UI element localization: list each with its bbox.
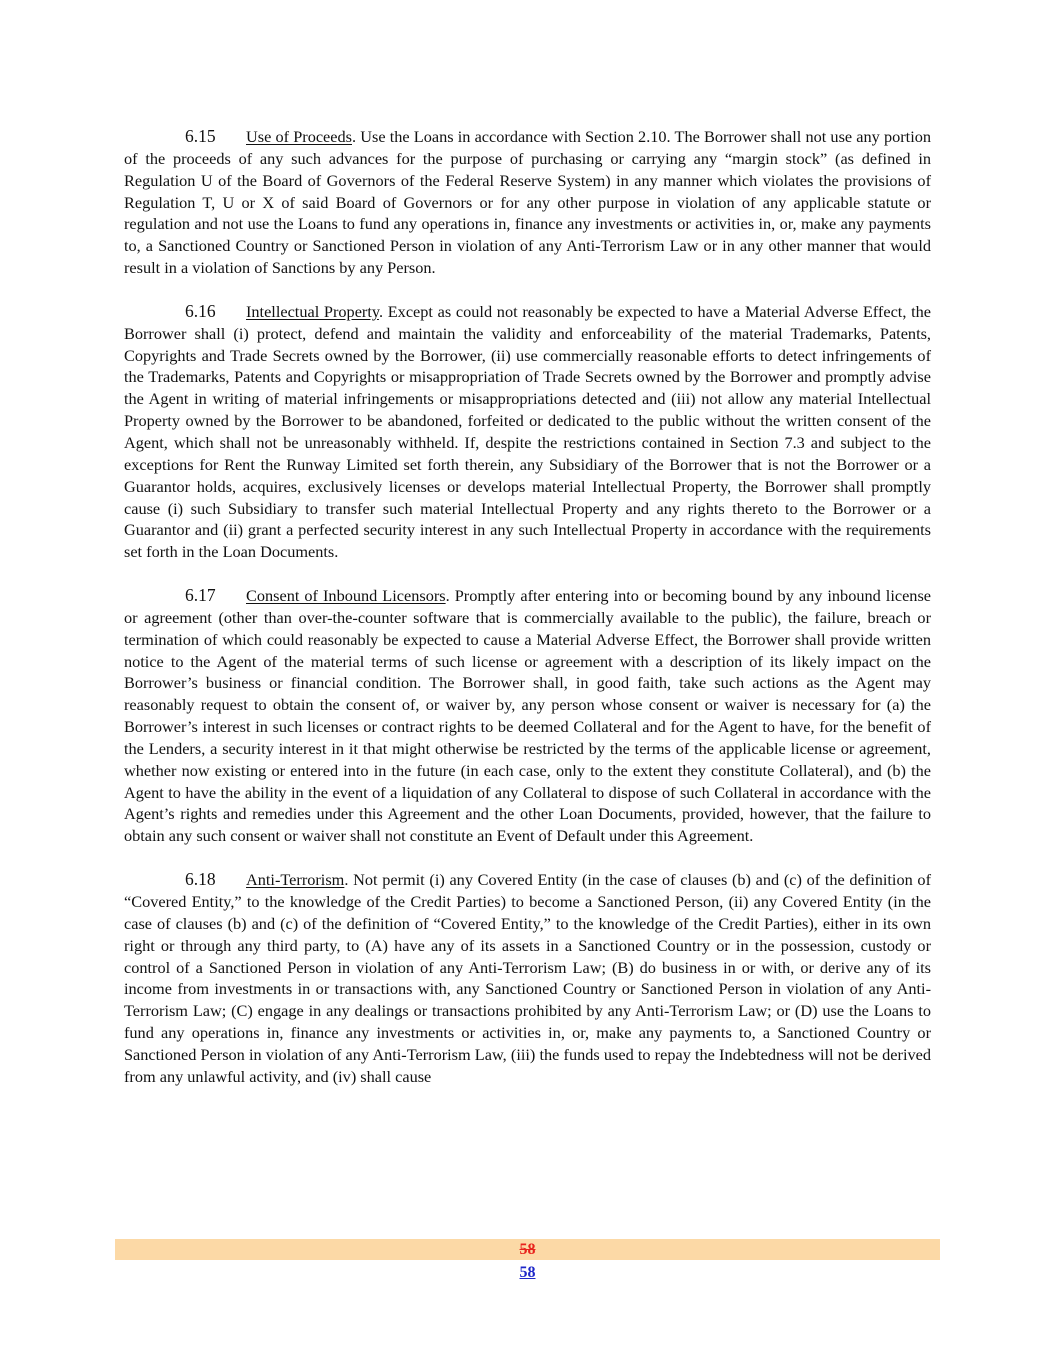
section-text: . Use the Loans in accordance with Section 2.10. The Borrower shall not use any portion of the proceeds of any such advances for the purpose of purchasing or carrying any “margin stock” (as defined in Regulation U of the Board of Governors of the Federal Reserve System) in any manner which violates the provisions of Regulation T, U or X of said Board of Governors or for any other purpose in violation of any applicable statute or regulation and not use the Loans to fund any operations in, finance any investments or activities in, or, make any payments to, a Sanctioned Country or Sanctioned Person in violation of any Anti-Terrorism Law or in any other manner that would result in a violation of Sanctions by any Person.: [124, 127, 932, 278]
section-heading: Anti-Terrorism: [246, 870, 345, 890]
section-number: 6.15: [185, 126, 216, 146]
section-number: 6.18: [185, 869, 216, 890]
section-6-17: [124, 585, 931, 847]
section-heading: Intellectual Property: [246, 301, 379, 321]
section-heading: Consent of Inbound Licensors: [246, 586, 446, 606]
deleted-page-number: 58: [519, 1241, 536, 1258]
section-heading: Use of Proceeds: [246, 127, 352, 146]
section-6-16: [124, 301, 931, 563]
section-6-18: [124, 869, 931, 1087]
inserted-page-number: 58: [519, 1264, 536, 1281]
section-number: 6.16: [185, 300, 216, 321]
section-number: 6.17: [185, 585, 216, 606]
document-body: [124, 126, 931, 1110]
section-6-15: [124, 126, 931, 279]
section-text: . Not permit (i) any Covered Entity (in the case of clauses (b) and (c) of the definition of “Covered Entity,” to the knowledge of the Credit Parties) to become a Sanctioned Person, (ii) any Covered Entity (in the case of clauses (b) and (c) of the definition of “Covered Entity,” to the knowledge of the Credit Parties), either in its own right or through any third party, to (A) have any of its assets in a Sanctioned Country or in the possession, custody or control of a Sanctioned Person in violation of any Anti-Terrorism Law; (B) do business in or with, or derive any of its income from investments in or transactions with, any Sanctioned Country or Sanctioned Person in violation of any Anti-Terrorism Law; (C) engage in any dealings or transactions prohibited by any Anti-Terrorism Law; or (D) use the Loans to fund any operations in, finance any investments or activities in, or, make any payments to, a Sanctioned Country or Sanctioned Person in violation of any Anti-Terrorism Law, (iii) the funds used to repay the Indebtedness will not be derived from any unlawful activity, and (iv) shall cause: [124, 870, 931, 1086]
section-text: . Promptly after entering into or becoming bound by any inbound license or agreement (other than over-the-counter software that is commercially available to the public), the failure, breach or termination of which could reasonably be expected to cause a Material Adverse Effect, the Borrower shall provide written notice to the Agent of the material terms of such license or agreement with a description of its likely impact on the Borrower’s business or financial condition. The Borrower shall, in good faith, take such actions as the Agent may reasonably request to obtain the consent of, or waiver by, any person whose consent or waiver is necessary for (a) the Borrower’s interest in such licenses or contract rights to be deemed Collateral and for the Agent to have, for the benefit of the Lenders, a security interest in it that might otherwise be restricted by the terms of the applicable license or agreement, whether now existing or entered into in the future (in each case, only to the extent they constitute Collateral), and (b) the Agent to have the ability in the event of a liquidation of any Collateral to dispose of such Collateral in accordance with the Agent’s rights and remedies under this Agreement and the other Loan Documents, provided, however, that the failure to obtain any such consent or waiver shall not constitute an Event of Default under this Agreement.: [124, 586, 932, 846]
section-text: . Except as could not reasonably be expected to have a Material Adverse Effect, the Borrower shall (i) protect, defend and maintain the validity and enforceability of the material Trademarks, Patents, Copyrights and Trade Secrets owned by the Borrower, (ii) use commercially reasonable efforts to detect infringements of the Trademarks, Patents and Copyrights or misappropriation of Trade Secrets owned by the Borrower and promptly advise the Agent in writing of material infringements or misappropriations detected and (iii) not allow any material Intellectual Property owned by the Borrower to be abandoned, forfeited or dedicated to the public without the written consent of the Agent, which shall not be unreasonably withheld. If, despite the restrictions contained in Section 7.3 and subject to the exceptions for Rent the Runway Limited set forth therein, any Subsidiary of the Borrower that is not the Borrower or a Guarantor holds, acquires, exclusively licenses or develops material Intellectual Property, the Borrower shall promptly cause (i) such Subsidiary to transfer such material Intellectual Property and any rights thereto to the Borrower or a Guarantor and (ii) grant a perfected security interest in any such Intellectual Property in accordance with the requirements set forth in the Loan Documents.: [124, 301, 931, 562]
